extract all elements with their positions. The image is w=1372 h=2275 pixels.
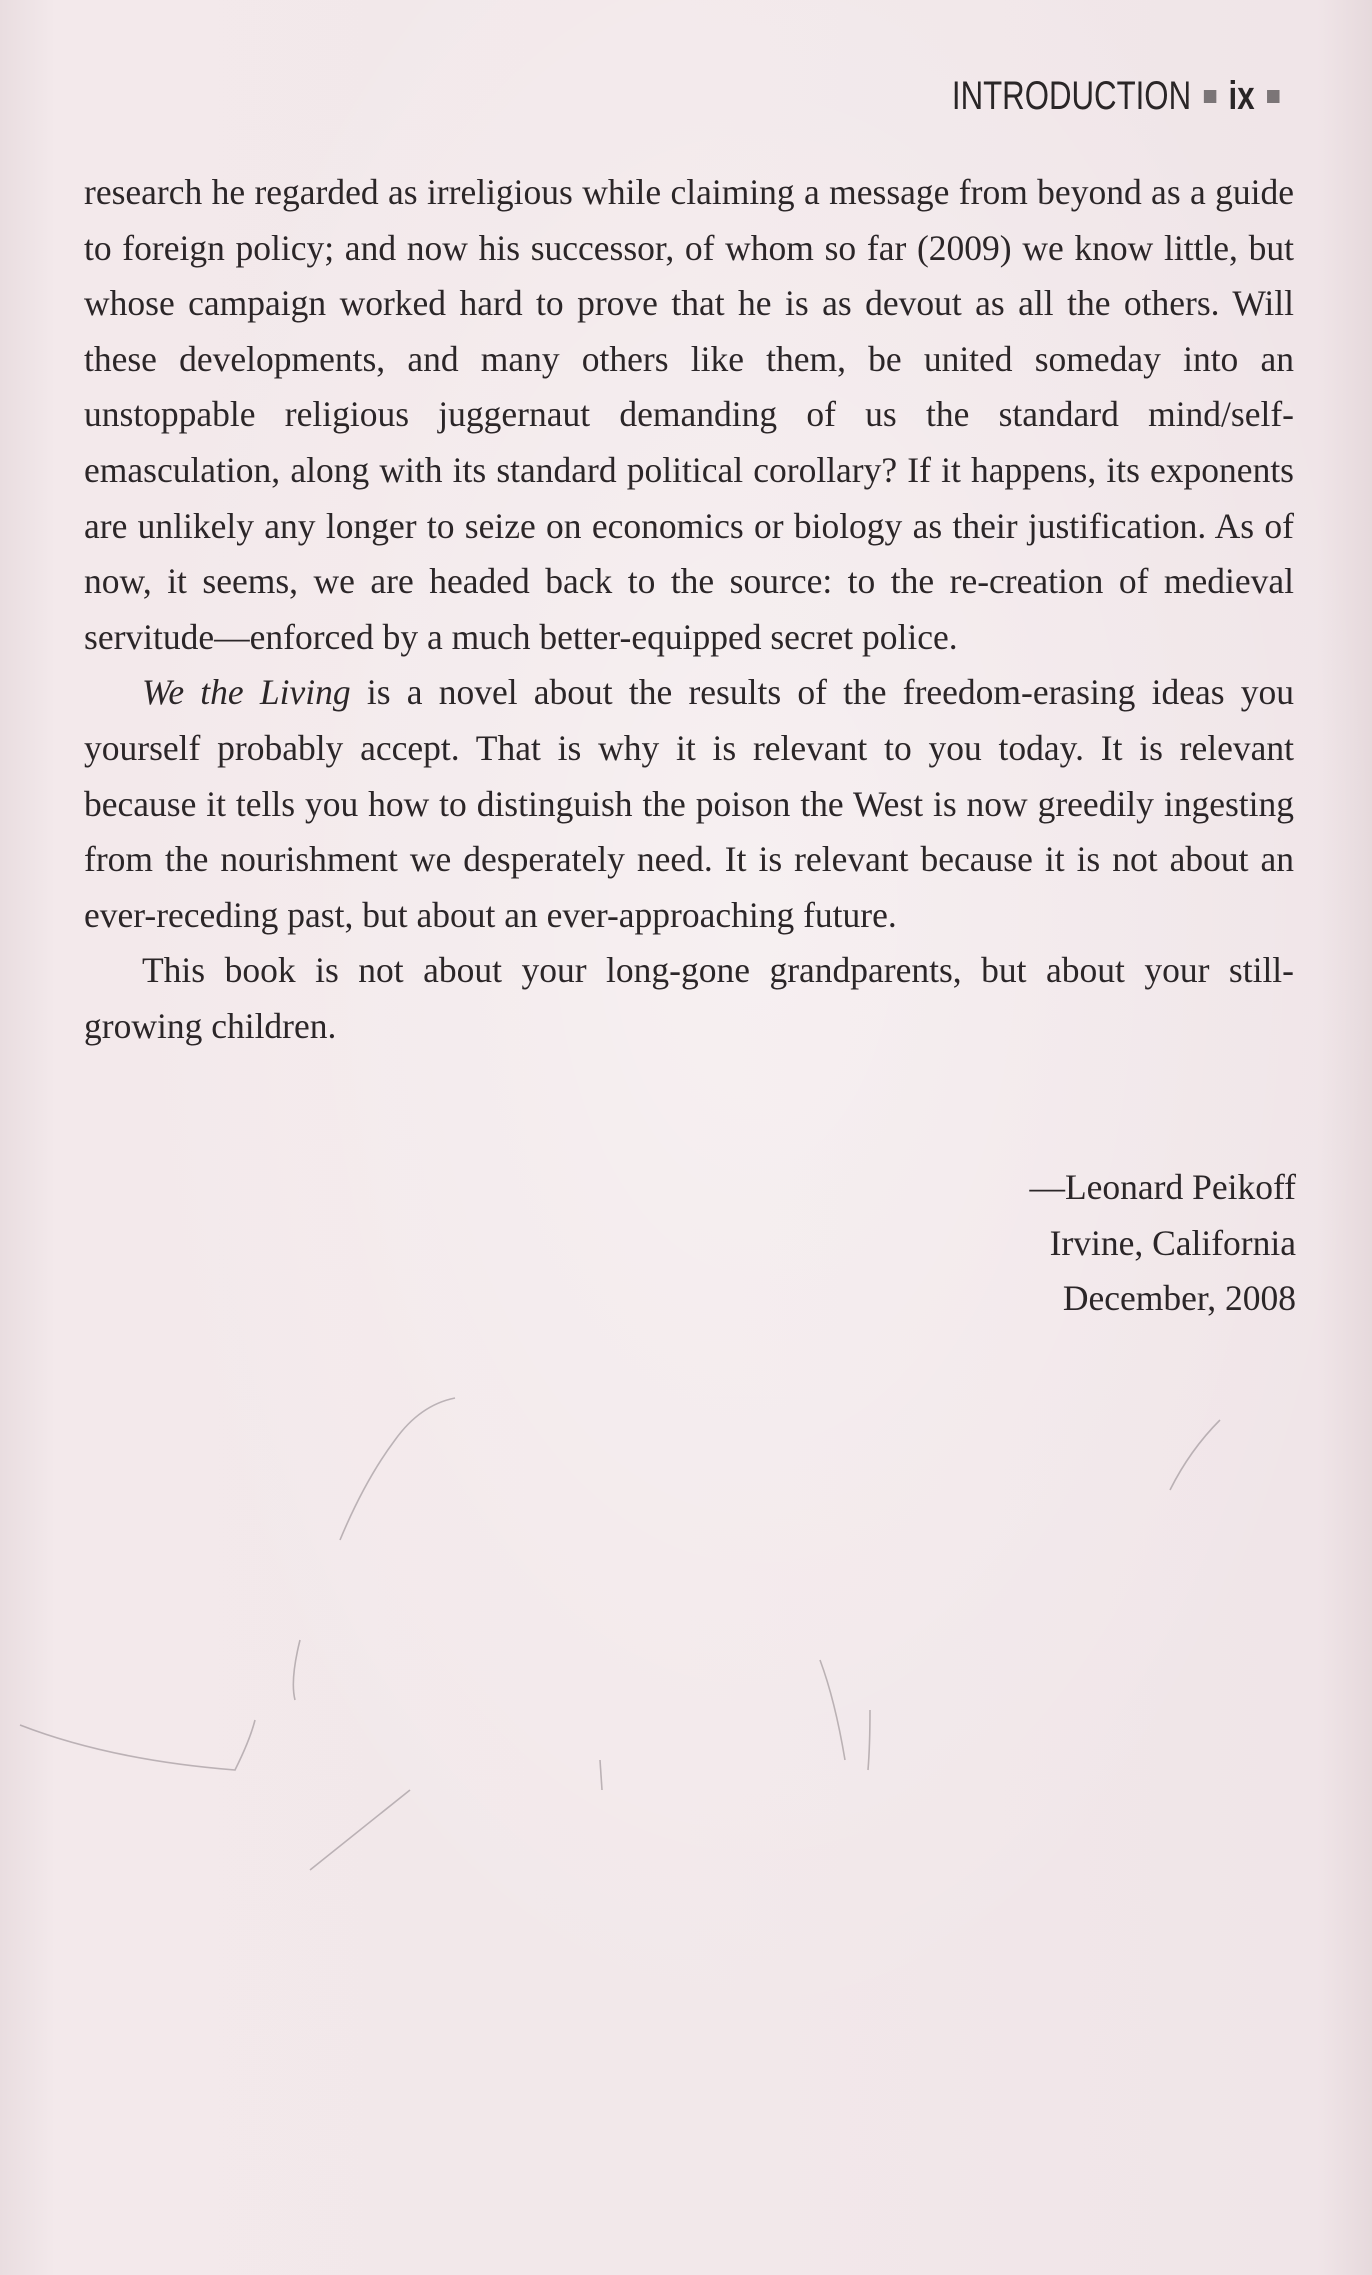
running-head [952, 74, 1292, 119]
square-ornament-icon [1267, 90, 1279, 103]
section-title: INTRODUCTION [951, 74, 1192, 118]
paragraph: research he regarded as irreligious while claiming a message from beyond as a guide to foreign policy; and now his successor, of whom so far (2009) we know little, but whose campaign worked hard to prove that he is as devout as all the others. Will these developments, and many others like them, be united someday into an unstoppable religious juggernaut demanding of us the standard mind/self-emasculation, along with its standard political corollary? If it happens, its exponents are unlikely any longer to seize on economics or biology as their justification. As of now, it seems, we are headed back to the source: to the re-creation of medieval servitude—enforced by a much better-equipped secret police. [84, 172, 1294, 657]
body-text [84, 165, 1294, 1055]
square-ornament-icon [1204, 90, 1216, 103]
signature-date: December, 2008 [1062, 1278, 1296, 1319]
paragraph-text: is a novel about the results of the freedom-erasing ideas you yourself probably accept. That is why it is relevant to you today. It is relevant because it tells you how to distinguish the poison the West is now greedily ingesting from the nourishment we desperately need. It is relevant because it is not about an ever-receding past, but about an ever-approaching future. [84, 672, 1294, 935]
signature-block [1029, 1160, 1296, 1327]
book-title: We the Living [142, 672, 351, 713]
page-number: ix [1228, 74, 1255, 118]
paragraph: This book is not about your long-gone grandparents, but about your still-growing children. [84, 950, 1294, 1046]
author-name: —Leonard Peikoff [1029, 1167, 1296, 1207]
paragraph [84, 665, 1294, 943]
signature-place: Irvine, California [1049, 1222, 1296, 1263]
